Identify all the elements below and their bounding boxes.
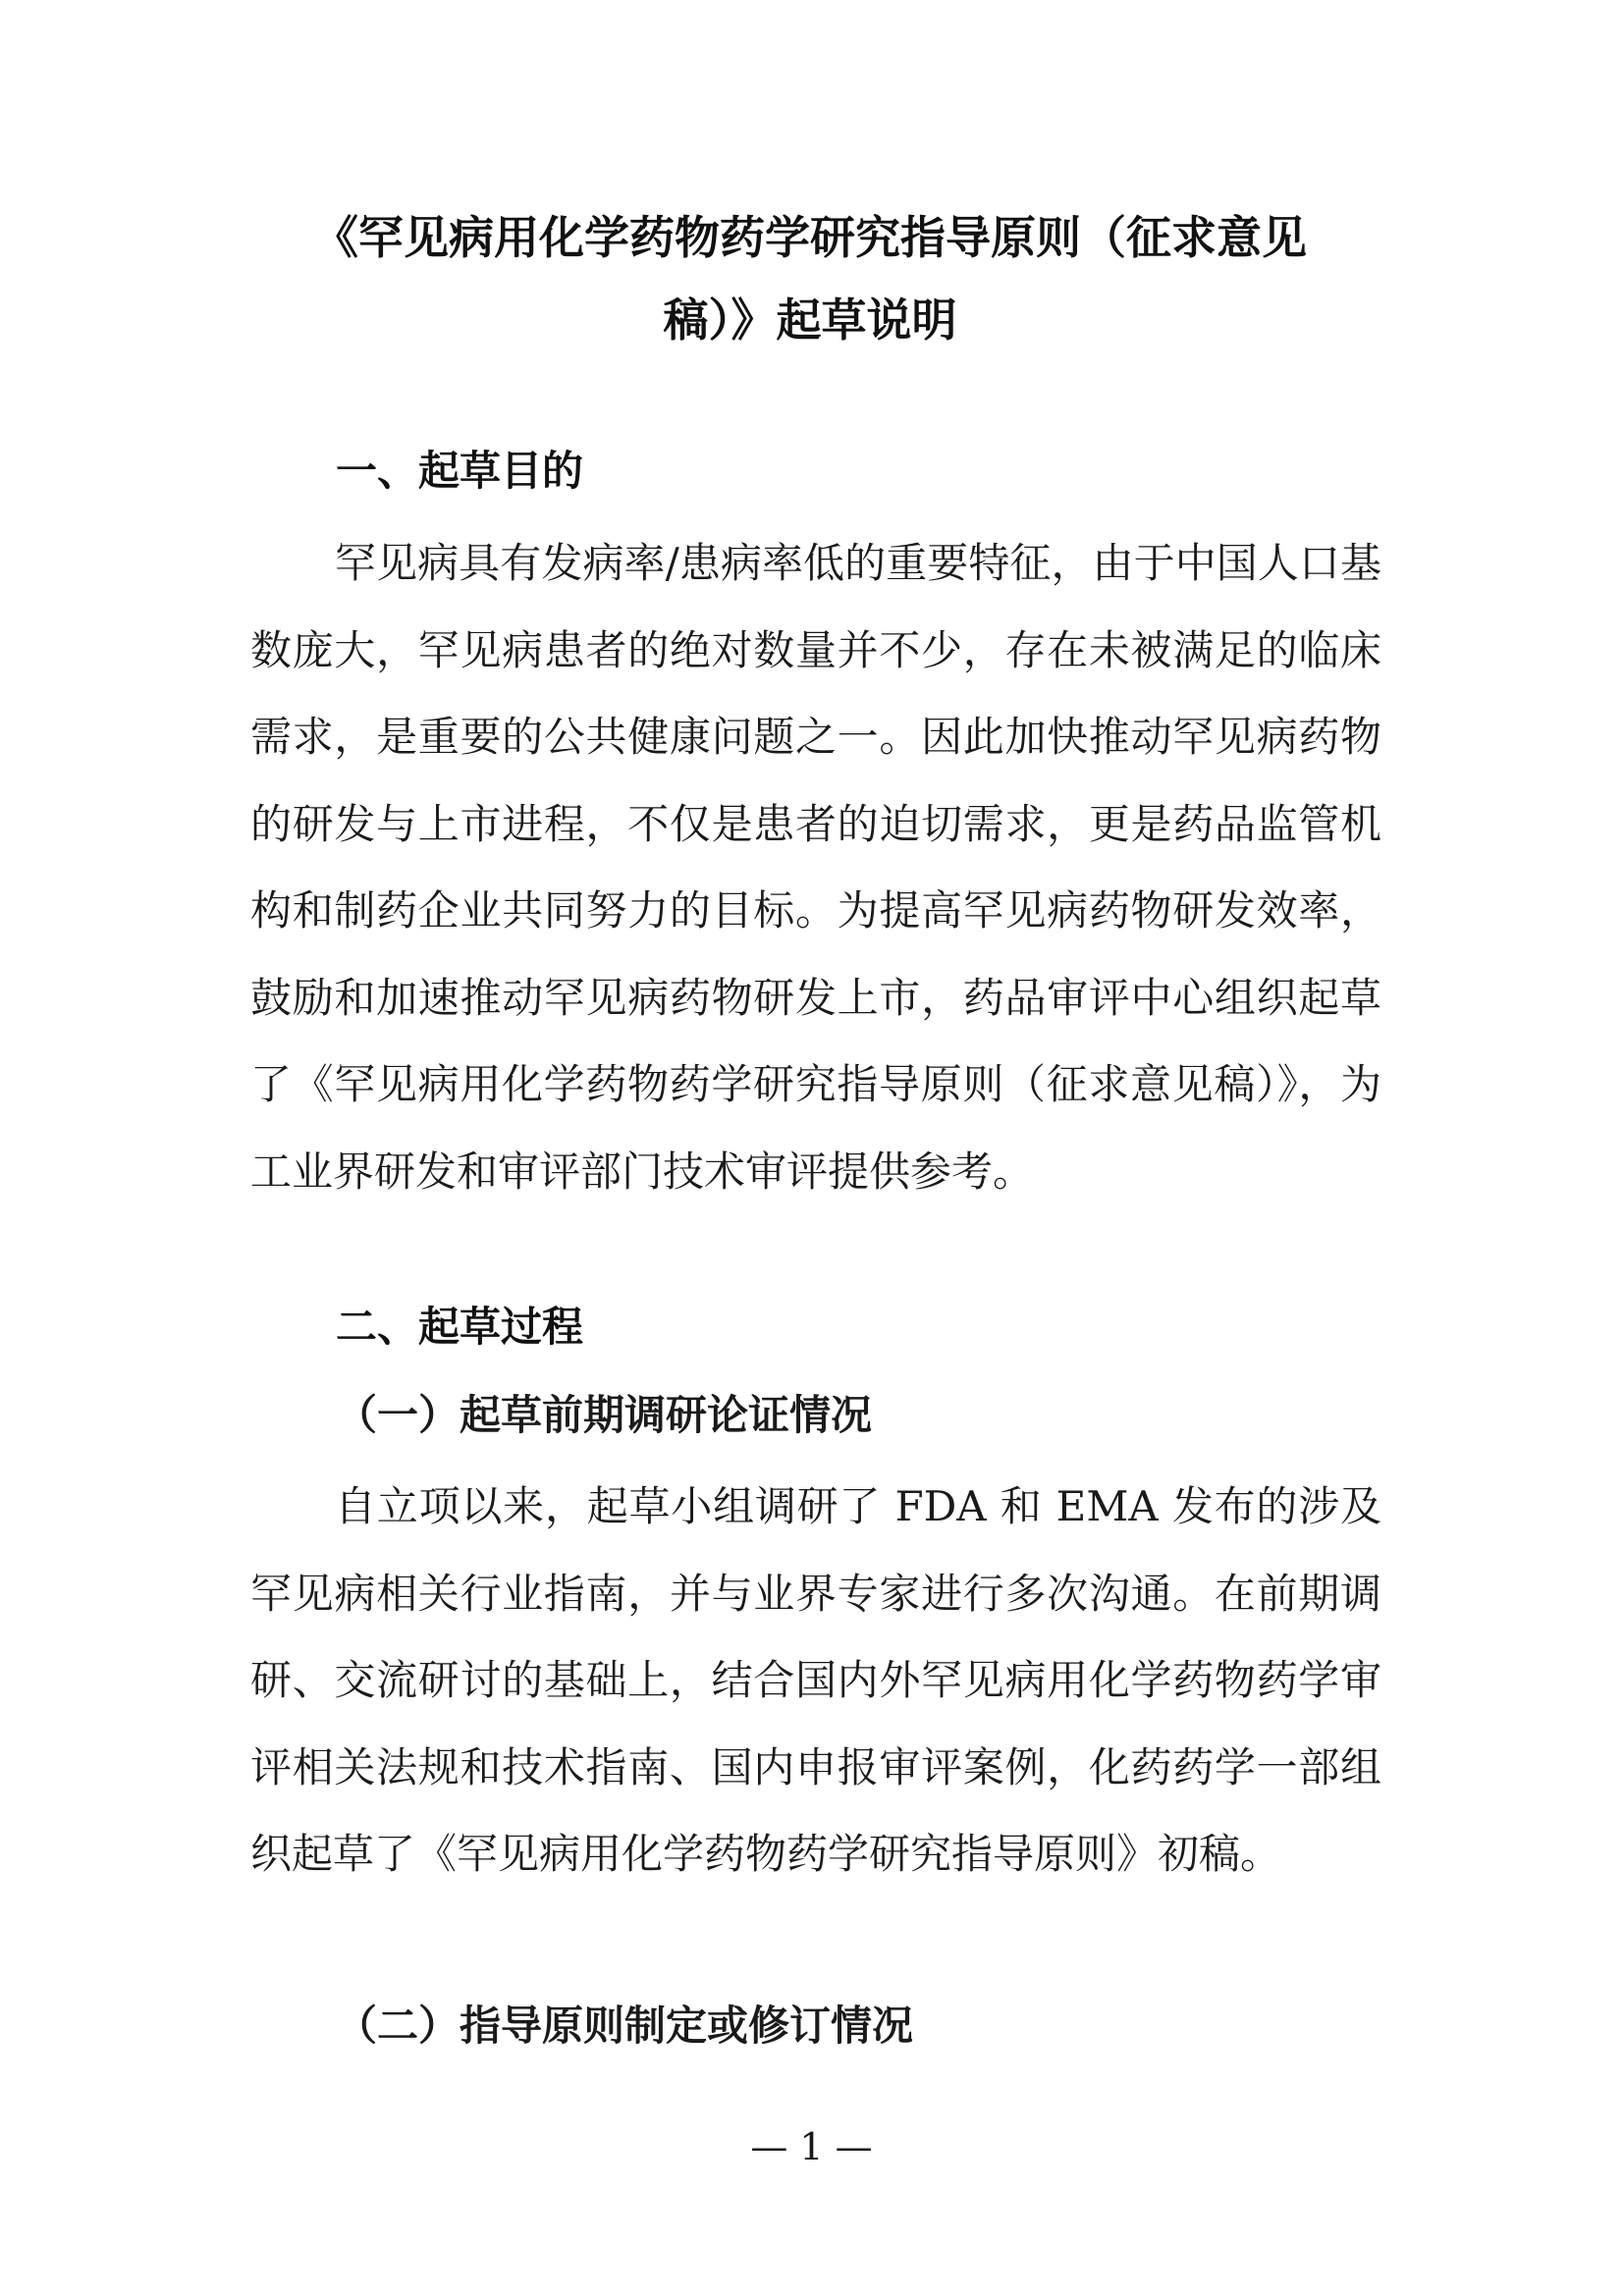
- document-title-line-1: 《罕见病用化学药物药学研究指导原则（征求意见: [313, 211, 1307, 264]
- research-paragraph: 自立项以来，起草小组调研了 FDA 和 EMA 发布的涉及罕见病相关行业指南，并与业界专家进行多次沟通。在前期调研、交流研讨的基础上，结合国内外罕见病用化学药物药学审评相关法规和技术指南、国内申报审评案例，化药药学一部组织起草了《罕见病用化学药物药学研究指导原则》初稿。: [250, 1482, 1381, 1878]
- document-title: [245, 196, 1375, 361]
- subsection-heading-formulation: （二）指导原则制定或修订情况: [336, 2002, 914, 2050]
- subsection-heading-research: （一）起草前期调研论证情况: [336, 1391, 873, 1439]
- section-heading-purpose: 一、起草目的: [336, 447, 584, 495]
- document-title-line-2: 稿）》起草说明: [663, 294, 957, 347]
- section-heading-process: 二、起草过程: [336, 1303, 584, 1351]
- purpose-paragraph: 罕见病具有发病率/患病率低的重要特征，由于中国人口基数庞大，罕见病患者的绝对数量并不少，存在未被满足的临床需求，是重要的公共健康问题之一。因此加快推动罕见病药物的研发与上市进程，不仅是患者的迫切需求，更是药品监管机构和制药企业共同努力的目标。为提高罕见病药物研发效率，鼓励和加速推动罕见病药物研发上市，药品审评中心组织起草了《罕见病用化学药物药学研究指导原则（征求意见稿）》，为工业界研发和审评部门技术审评提供参考。: [250, 539, 1381, 1196]
- page-number: — 1 —: [750, 2125, 873, 2168]
